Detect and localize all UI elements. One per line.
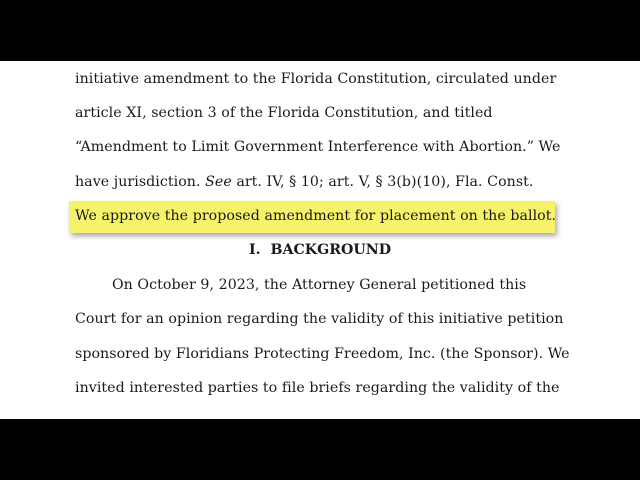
paragraph-line: Court for an opinion regarding the validity of this initiative petition (75, 311, 564, 327)
text-segment: have jurisdiction. (75, 174, 201, 190)
paragraph-line: sponsored by Floridians Protecting Freedom, Inc. (the Sponsor). We (75, 346, 570, 362)
paragraph-line: On October 9, 2023, the Attorney General petitioned this (112, 277, 527, 293)
text-line: initiative amendment to the Florida Constitution, circulated under (75, 71, 557, 87)
section-heading (0, 242, 640, 258)
paragraph-line: invited interested parties to file briefs regarding the validity of the (75, 380, 560, 396)
text-line: “Amendment to Limit Government Interference with Abortion.” We (75, 139, 561, 155)
section-title: BACKGROUND (270, 242, 392, 258)
document-page (0, 61, 640, 419)
highlighted-sentence: We approve the proposed amendment for placement on the ballot. (75, 208, 557, 224)
text-line (75, 174, 534, 190)
text-line: article XI, section 3 of the Florida Constitution, and titled (75, 105, 493, 121)
citation-text: art. IV, § 10; art. V, § 3(b)(10), Fla. Const. (236, 174, 534, 190)
section-number: I. (248, 242, 261, 258)
citation-signal: See (205, 174, 232, 190)
letterbox-top (0, 0, 640, 61)
letterbox-bottom (0, 419, 640, 480)
